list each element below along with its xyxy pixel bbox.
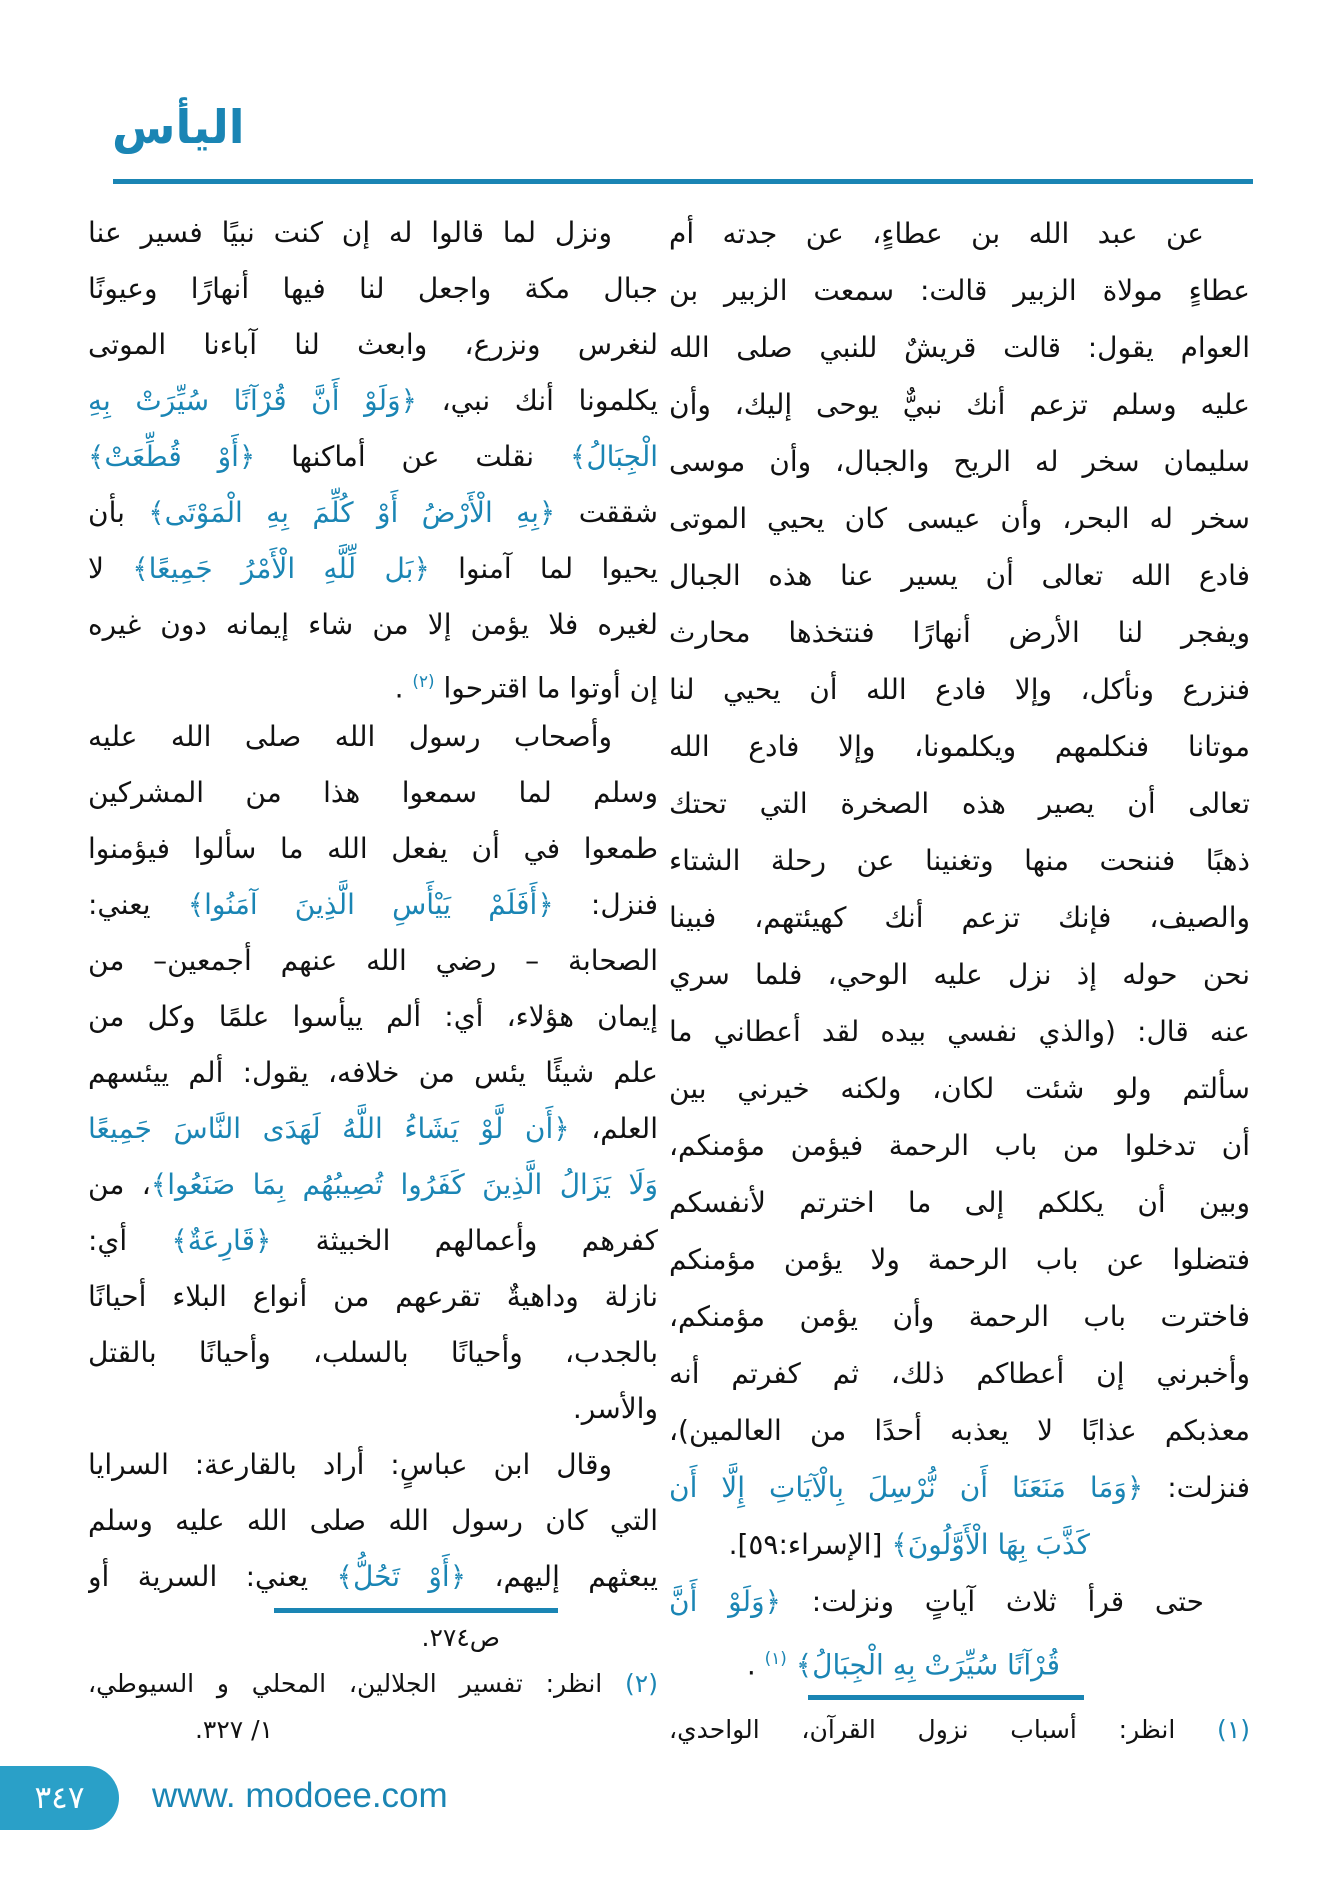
text-line	[669, 490, 1250, 547]
body-text: فاخترت باب الرحمة وأن يؤمن مؤمنكم،	[669, 1300, 1250, 1333]
body-text: نحن حوله إذ نزل عليه الوحي، فلما سري	[669, 958, 1250, 991]
body-text: التي كان رسول الله صلى الله عليه وسلم	[88, 1504, 658, 1537]
body-text: سليمان سخر له الريح والجبال، وأن موسى	[669, 445, 1250, 478]
text-line	[669, 1402, 1250, 1459]
text-line	[88, 989, 658, 1045]
text-line	[669, 1516, 1250, 1573]
body-text: عطاءٍ مولاة الزبير قالت: سمعت الزبير بن	[669, 274, 1250, 307]
body-text: علم شيئًا يئس من خلافه، يقول: ألم ييئسهم	[88, 1056, 658, 1089]
text-line	[669, 1060, 1250, 1117]
text-line	[88, 1157, 658, 1213]
text-line	[669, 1459, 1250, 1516]
footnote-line	[88, 1661, 658, 1707]
body-text: [الإسراء:٥٩].	[728, 1528, 883, 1561]
text-line	[669, 433, 1250, 490]
footnote-line	[88, 1707, 658, 1753]
text-line	[88, 877, 658, 933]
text-line	[88, 1101, 658, 1157]
body-text: وأخبرني إن أعطاكم ذلك، ثم كفرتم أنه	[669, 1357, 1250, 1390]
text-line	[669, 319, 1250, 376]
body-text: انظر: أسباب نزول القرآن، الواحدي،	[669, 1715, 1176, 1744]
body-text: حتى قرأ ثلاث آياتٍ ونزلت:	[781, 1585, 1204, 1618]
footnote-line	[88, 1615, 658, 1661]
text-line	[88, 709, 658, 765]
text-line	[88, 653, 658, 709]
body-text: فنزلت:	[1143, 1471, 1250, 1504]
body-text: جبال مكة واجعل لنا فيها أنهارًا وعيونًا	[88, 272, 658, 305]
body-text: عليه وسلم تزعم أنك نبيٌّ يوحى إليك، وأن	[669, 388, 1250, 421]
text-line	[88, 1437, 658, 1493]
body-text: نازلة وداهيةٌ تقرعهم من أنواع البلاء أحيانًا	[88, 1280, 658, 1313]
body-text: فتضلوا عن باب الرحمة ولا يؤمن مؤمنكم	[669, 1243, 1250, 1276]
body-text: ذهبًا فننحت منها وتغنينا عن رحلة الشتاء	[669, 844, 1250, 877]
page-number-badge	[0, 1766, 119, 1830]
left-footnotes	[88, 1615, 658, 1753]
body-text: أي:	[88, 1224, 128, 1257]
body-text: ١/ ٣٢٧.	[194, 1715, 273, 1744]
body-text: أن تدخلوا من باب الرحمة فيؤمن مؤمنكم،	[669, 1129, 1250, 1162]
body-text: عنه قال: (والذي نفسي بيده لقد أعطاني ما	[669, 1015, 1250, 1048]
text-line	[669, 1345, 1250, 1402]
body-text: طمعوا في أن يفعل الله ما سألوا فيؤمنوا	[88, 832, 658, 865]
body-text: يكلمونا أنك نبي،	[417, 384, 658, 417]
quran-verse: ﴿أَن لَّوْ يَشَاءُ اللَّهُ لَهَدَى النَّاسَ جَمِيعًا	[88, 1112, 570, 1145]
body-text: شققت	[555, 496, 658, 529]
body-text: عن عبد الله بن عطاءٍ، عن جدته أم	[669, 217, 1204, 250]
text-line	[669, 262, 1250, 319]
body-text: ص٢٧٤.	[421, 1623, 500, 1652]
quran-verse: ﴿قَارِعَةٌ﴾	[127, 1224, 272, 1257]
body-text: بالجدب، وأحيانًا بالسلب، وأحيانًا بالقتل	[88, 1336, 658, 1369]
body-text: ونزل لما قالوا له إن كنت نبيًا فسير عنا	[88, 216, 612, 249]
text-line	[88, 205, 658, 261]
body-text: والأسر.	[572, 1392, 658, 1425]
body-text: يحيوا لما آمنوا	[429, 552, 658, 585]
right-footnote-rule	[808, 1695, 1084, 1700]
text-line	[88, 541, 658, 597]
body-text: تعالى أن يصير هذه الصخرة التي تحتك	[669, 787, 1250, 820]
quran-verse: كَذَّبَ بِهَا الْأَوَّلُونَ﴾	[882, 1528, 1090, 1561]
text-line	[88, 1549, 658, 1605]
body-text: انظر: تفسير الجلالين، المحلي و السيوطي،	[88, 1669, 603, 1698]
text-line	[669, 1231, 1250, 1288]
text-line	[88, 1325, 658, 1381]
quran-verse: ﴿أَوْ قُطِّعَتْ﴾	[88, 440, 256, 473]
quran-verse: ﴿بَل لِّلَّهِ الْأَمْرُ جَمِيعًا﴾	[103, 552, 430, 585]
body-text: سألتم ولو شئت لكان، ولكنه خيرني بين	[669, 1072, 1250, 1105]
text-line	[88, 429, 658, 485]
text-line	[669, 775, 1250, 832]
quran-verse: قُرْآنًا سُيِّرَتْ بِهِ الْجِبَالُ﴾	[786, 1648, 1060, 1682]
body-text: كفرهم وأعمالهم الخبيثة	[271, 1224, 658, 1257]
text-line	[88, 1213, 658, 1269]
body-text: لا	[88, 552, 104, 585]
body-text: لغيره فلا يؤمن إلا من شاء إيمانه دون غيره	[88, 608, 658, 641]
footnote-marker: (١)	[764, 1648, 787, 1668]
body-text: الصحابة – رضي الله عنهم أجمعين– من	[88, 944, 658, 977]
footnote-marker: (١)	[1175, 1715, 1250, 1744]
text-line	[669, 889, 1250, 946]
text-line	[669, 376, 1250, 433]
header-rule	[113, 179, 1253, 184]
body-text: إن أوتوا ما اقترحوا	[434, 671, 658, 705]
text-line	[88, 485, 658, 541]
body-text: ويفجر لنا الأرض أنهارًا فنتخذها محارث	[669, 616, 1250, 649]
body-text: يعني:	[88, 888, 151, 921]
body-text: معذبكم عذابًا لا يعذبه أحدًا من العالمين)،	[669, 1414, 1250, 1447]
body-text: لنغرس ونزرع، وابعث لنا آباءنا الموتى	[88, 328, 658, 361]
body-text: سخر له البحر، وأن عيسى كان يحيي الموتى	[669, 502, 1250, 535]
body-text: وقال ابن عباسٍ: أراد بالقارعة: السرايا	[88, 1448, 612, 1481]
quran-verse: ﴿أَوْ تَحُلُّ﴾	[308, 1560, 467, 1593]
body-text: ، من	[88, 1168, 151, 1201]
right-column	[669, 205, 1250, 1756]
text-line	[669, 946, 1250, 1003]
footnote-line	[669, 1704, 1250, 1756]
body-text: فنزل:	[553, 888, 658, 921]
page-title: اليأس	[112, 100, 245, 154]
quran-verse: وَلَا يَزَالُ الَّذِينَ كَفَرُوا تُصِيبُهُم بِمَا صَنَعُوا﴾	[150, 1168, 658, 1201]
footnote-marker: (٢)	[412, 671, 435, 691]
text-line	[88, 821, 658, 877]
text-line	[88, 317, 658, 373]
body-text: وبين أن يكلكم إلى ما اخترتم لأنفسكم	[669, 1186, 1250, 1219]
text-line	[88, 373, 658, 429]
text-line	[88, 597, 658, 653]
body-text: فنزرع ونأكل، وإلا فادع الله أن يحيي لنا	[669, 673, 1250, 706]
footnote-marker: (٢)	[602, 1669, 658, 1698]
body-text: العوام يقول: قالت قريشٌ للنبي صلى الله	[669, 331, 1250, 364]
body-text: موتانا فنكلمهم ويكلمونا، وإلا فادع الله	[669, 730, 1250, 763]
quran-verse: ﴿أَفَلَمْ يَيْأَسِ الَّذِينَ آمَنُوا﴾	[150, 888, 554, 921]
left-footnote-rule	[274, 1608, 558, 1613]
body-text: وسلم لما سمعوا هذا من المشركين	[88, 776, 658, 809]
page-number: ٣٤٧	[34, 1780, 85, 1816]
website-link[interactable]: www. modoee.com	[152, 1776, 448, 1815]
text-line	[88, 261, 658, 317]
body-text: يعني: السرية أو	[88, 1560, 309, 1593]
quran-verse: ﴿بِهِ الْأَرْضُ أَوْ كُلِّمَ بِهِ الْمَوْتَى﴾	[124, 496, 556, 529]
body-text: العلم،	[569, 1112, 658, 1145]
right-column-lines	[669, 205, 1250, 1687]
right-footnotes	[669, 1704, 1250, 1756]
text-line	[88, 1045, 658, 1101]
text-line	[669, 1630, 1250, 1687]
body-text: والصيف، فإنك تزعم أنك كهيئتهم، فبينا	[669, 901, 1250, 934]
body-text: .	[746, 1648, 765, 1682]
body-text: يبعثهم إليهم،	[466, 1560, 658, 1593]
quran-verse: ﴿وَلَوْ أَنَّ	[669, 1585, 782, 1618]
text-line	[669, 1288, 1250, 1345]
text-line	[669, 1003, 1250, 1060]
text-line	[669, 205, 1250, 262]
body-text: إيمان هؤلاء، أي: ألم ييأسوا علمًا وكل من	[88, 1000, 658, 1033]
left-column-lines	[88, 205, 658, 1605]
text-line	[669, 1573, 1250, 1630]
left-column	[88, 205, 658, 1753]
text-line	[88, 1493, 658, 1549]
text-line	[88, 933, 658, 989]
text-line	[669, 547, 1250, 604]
text-line	[669, 661, 1250, 718]
body-text: نقلت عن أماكنها	[255, 440, 535, 473]
body-text: وأصحاب رسول الله صلى الله عليه	[88, 720, 612, 753]
text-line	[669, 1117, 1250, 1174]
body-text: .	[394, 671, 413, 705]
text-line	[88, 1381, 658, 1437]
text-line	[88, 765, 658, 821]
quran-verse: ﴿وَلَوْ أَنَّ قُرْآنًا سُيِّرَتْ بِهِ	[88, 384, 417, 417]
quran-verse: ﴿وَمَا مَنَعَنَا أَن نُّرْسِلَ بِالْآيَاتِ إِلَّا أَن	[669, 1471, 1144, 1504]
text-line	[669, 832, 1250, 889]
text-line	[669, 1174, 1250, 1231]
quran-verse: الْجِبَالُ﴾	[534, 440, 658, 473]
text-line	[88, 1269, 658, 1325]
text-line	[669, 718, 1250, 775]
body-text: فادع الله تعالى أن يسير عنا هذه الجبال	[669, 559, 1250, 592]
body-text: بأن	[88, 496, 125, 529]
text-line	[669, 604, 1250, 661]
